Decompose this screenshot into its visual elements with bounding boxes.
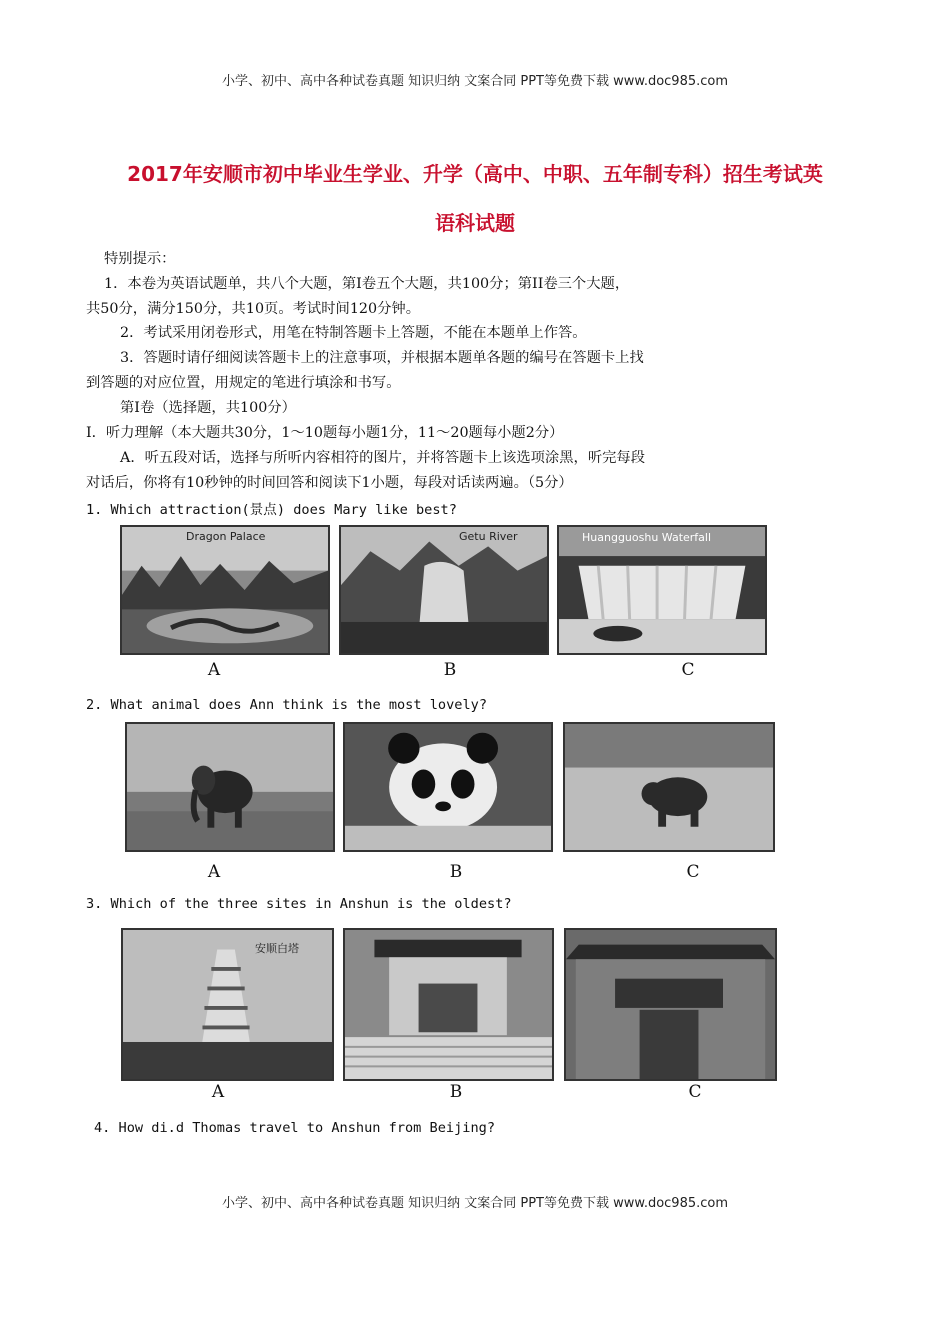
option-c-letter: C — [688, 1082, 702, 1102]
option-a-letter: A — [211, 1082, 225, 1102]
question-1: 1. Which attraction(景点) does Mary like best? — [86, 502, 457, 518]
option-b-letter: B — [449, 1082, 463, 1102]
sectionA-instruction-a: A．听五段对话，选择与所听内容相符的图片，并将答题卡上该选项涂黑，听完每段 — [120, 450, 646, 466]
notice-item1-a: 1．本卷为英语试题单，共八个大题，第I卷五个大题，共100分；第II卷三个大题， — [104, 276, 630, 292]
question-3: 3. Which of the three sites in Anshun is the oldest? — [86, 896, 512, 912]
option-c-bear-image — [563, 722, 775, 852]
notice-item2: 2．考试采用闭卷形式，用笔在特制答题卡上答题，不能在本题单上作答。 — [120, 325, 587, 341]
notice-item3-b: 到答题的对应位置，用规定的笔进行填涂和书写。 — [86, 375, 401, 391]
notice-item3-a: 3．答题时请仔细阅读答题卡上的注意事项，并根据本题单各题的编号在答题卡上找 — [120, 350, 644, 366]
option-a-elephant-image — [125, 722, 335, 852]
option-b-panda-image — [343, 722, 553, 852]
section1-heading: I．听力理解（本大题共30分，1～10题每小题1分，11～20题每小题2分） — [86, 425, 564, 441]
question-4: 4. How di.d Thomas travel to Anshun from Beijing? — [94, 1120, 496, 1136]
sectionA-instruction-b: 对话后，你将有10秒钟的时间回答和阅读下1小题，每段对话读两遍。（5分） — [86, 475, 573, 491]
option-b-letter: B — [449, 862, 463, 882]
option-a-dragon-palace-image — [120, 525, 330, 655]
option-b-caption: Getu River — [459, 530, 518, 543]
exam-title-line1: 2017年安顺市初中毕业生学业、升学（高中、中职、五年制专科）招生考试英 — [127, 162, 823, 186]
option-a-caption: Dragon Palace — [186, 530, 266, 543]
notice-heading: 特别提示： — [104, 251, 176, 267]
exam-title-line2: 语科试题 — [435, 211, 515, 235]
part1-heading: 第I卷（选择题，共100分） — [120, 400, 296, 416]
option-a-letter: A — [207, 862, 221, 882]
page-footer: 小学、初中、高中各种试卷真题 知识归纳 文案合同 PPT等免费下载 www.doc985.com — [221, 1196, 729, 1211]
option-c-archway-image — [564, 928, 777, 1081]
option-c-caption: Huangguoshu Waterfall — [582, 531, 712, 544]
option-b-letter: B — [443, 660, 457, 680]
notice-item1-b: 共50分，满分150分，共10页。考试时间120分钟。 — [86, 301, 421, 317]
option-c-letter: C — [686, 862, 700, 882]
option-a-letter: A — [207, 660, 221, 680]
option-a-caption: 安顺白塔 — [255, 942, 299, 955]
option-b-getu-river-image — [339, 525, 549, 655]
option-c-waterfall-image — [557, 525, 767, 655]
option-b-gate-image — [343, 928, 554, 1081]
option-a-white-pagoda-image — [121, 928, 334, 1081]
option-c-letter: C — [681, 660, 695, 680]
question-2: 2. What animal does Ann think is the most lovely? — [86, 697, 488, 713]
page-header: 小学、初中、高中各种试卷真题 知识归纳 文案合同 PPT等免费下载 www.doc985.com — [221, 74, 729, 89]
